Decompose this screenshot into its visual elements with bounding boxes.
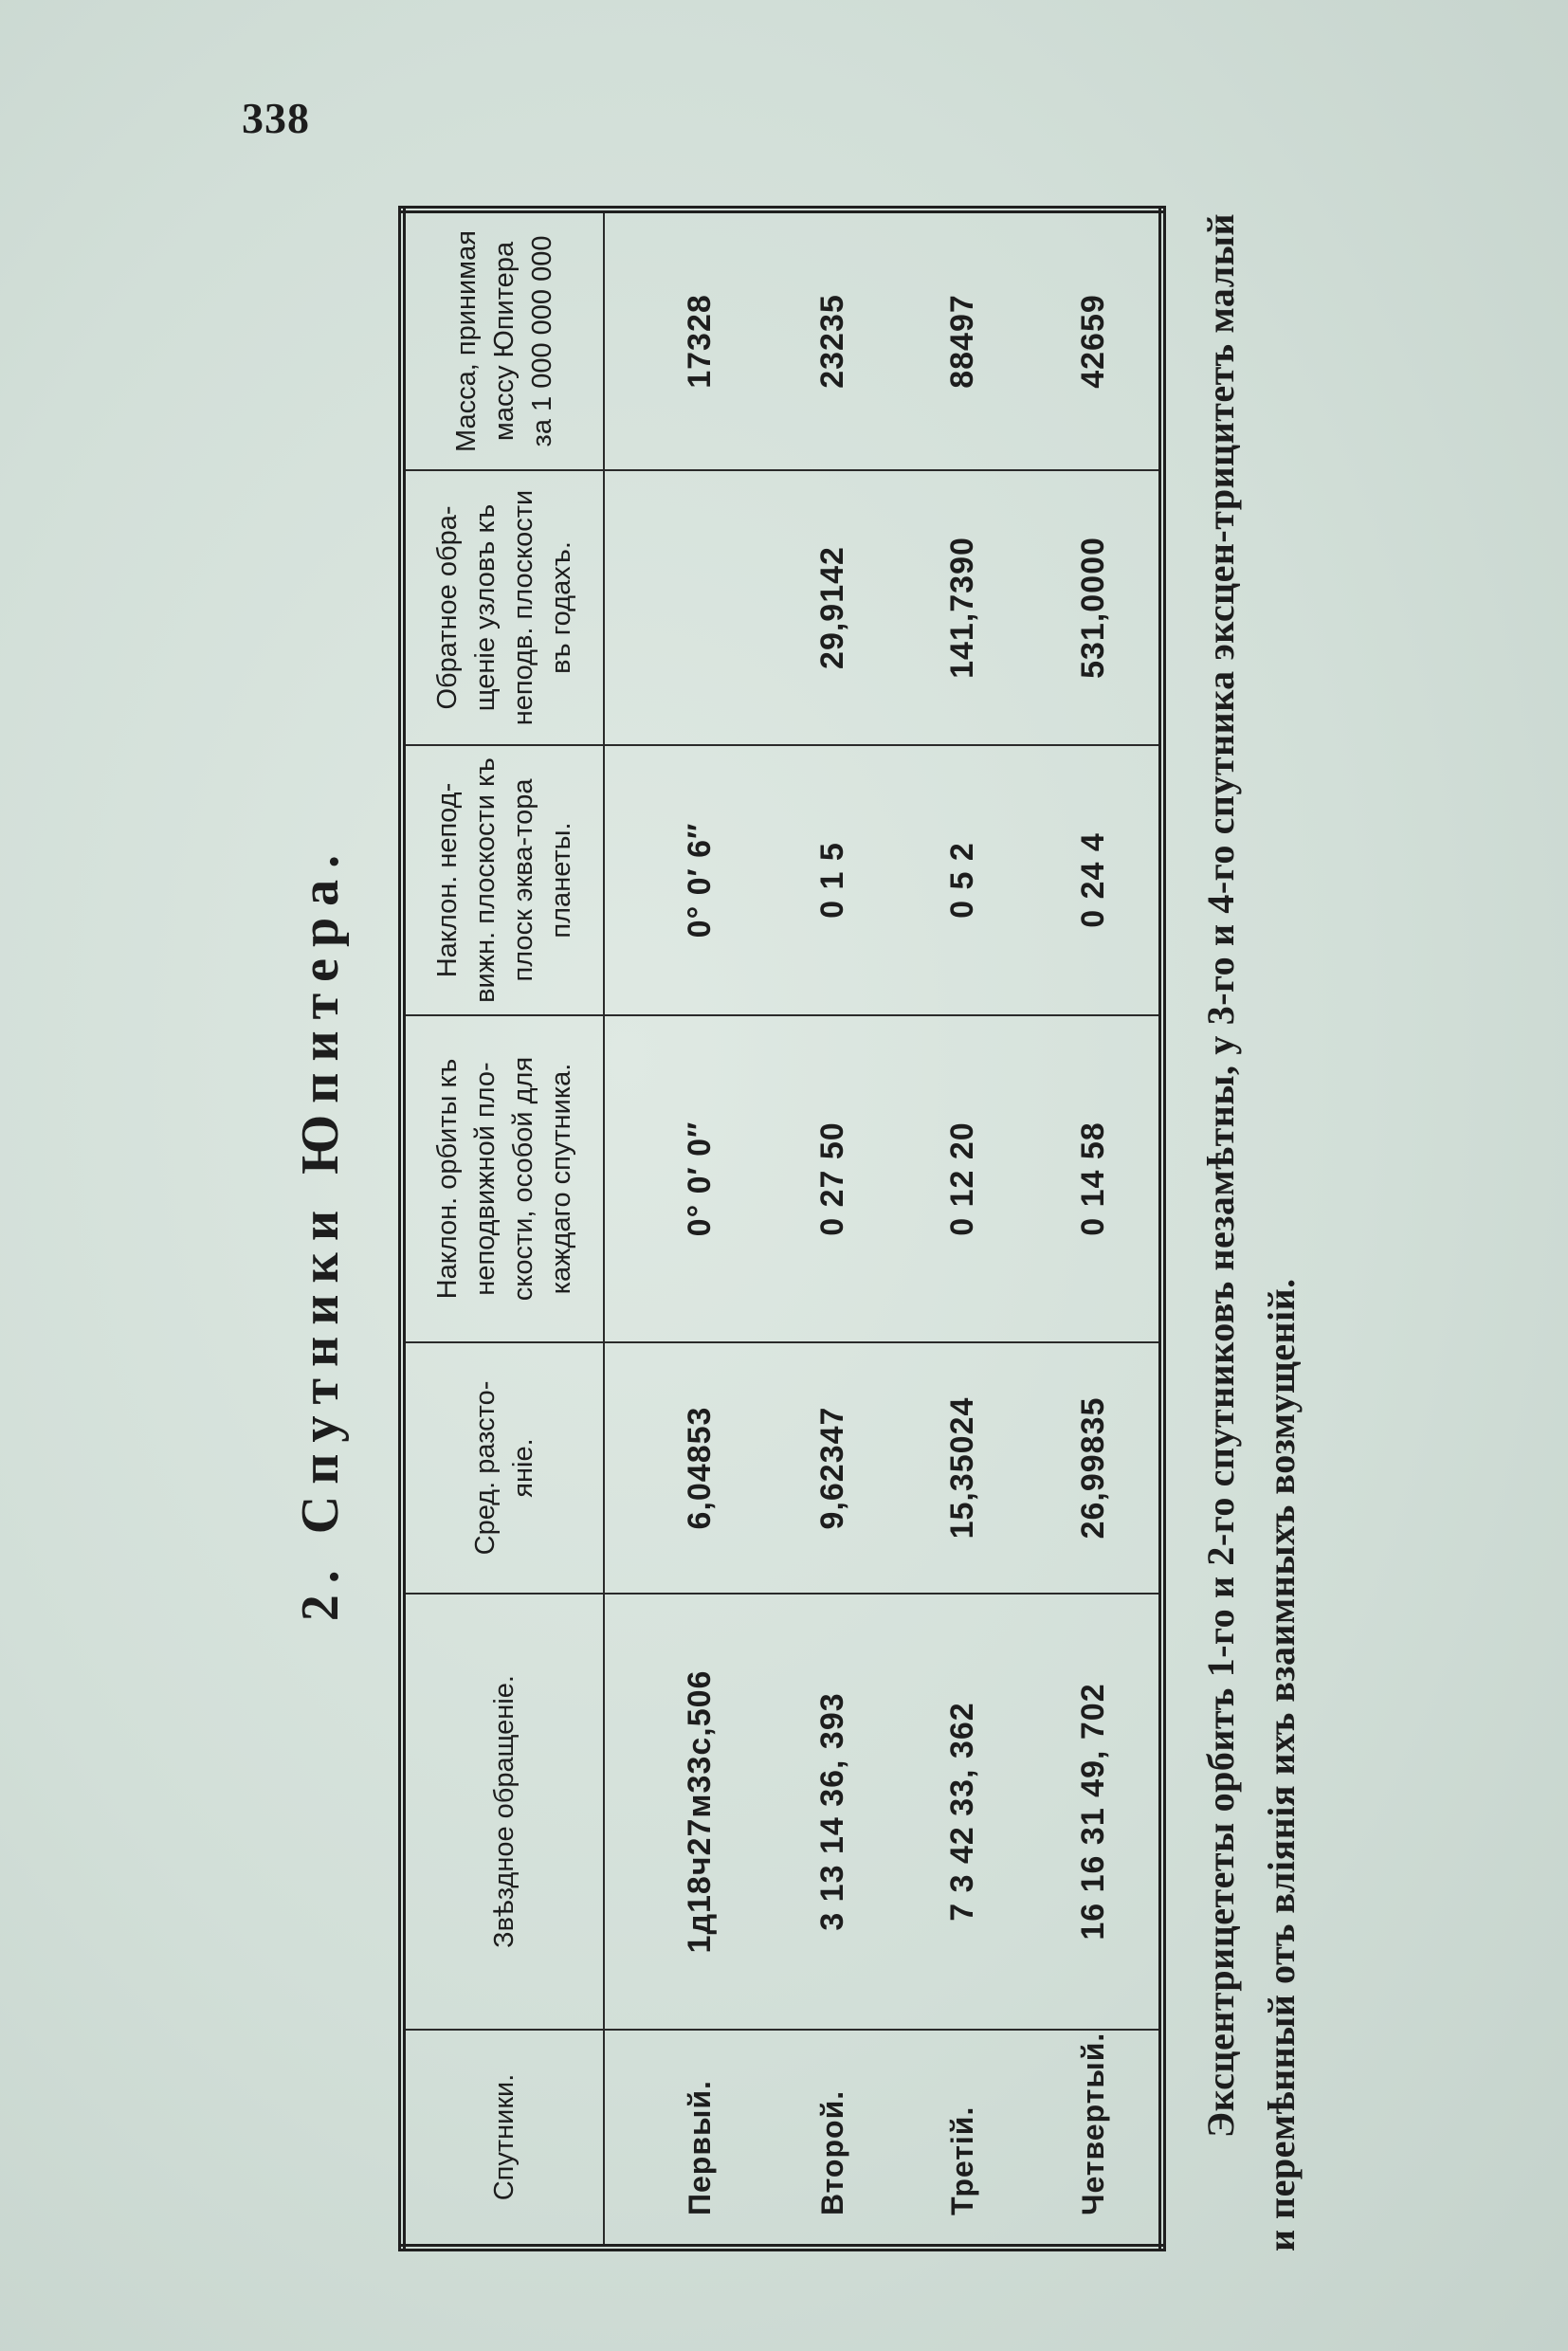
plane-inclination: 0° 0′ 6″ xyxy=(604,745,769,1015)
mean-distance: 26,99835 xyxy=(1028,1342,1162,1594)
table-row xyxy=(1028,210,1162,2248)
orbit-inclination: 0 14 58 xyxy=(1028,1015,1162,1342)
footer-text: Эксцентрицететы орбитъ 1-го и 2-го спутниковъ незамѣтны, у 3-го и 4-го спутника эксцен-трицитетъ малый и перемѣнный отъ вліянія ихъ взаимныхъ возмущеній. xyxy=(1199,213,1303,2251)
header-plane-inclination: Наклон. непод-вижн. плоскости къ плоск эква-тора планеты. xyxy=(402,745,604,1015)
table-row xyxy=(898,210,1028,2248)
satellite-mass: 23235 xyxy=(769,210,899,470)
header-mean-distance: Сред. разсто-яніе. xyxy=(402,1342,604,1594)
plane-inclination: 0 5 2 xyxy=(898,745,1028,1015)
mean-distance: 6,04853 xyxy=(604,1342,769,1594)
footer-note xyxy=(1191,213,1312,2251)
header-satellites: Спутники. xyxy=(402,2030,604,2248)
sidereal-period: 3 13 14 36, 393 xyxy=(769,1594,899,2030)
header-orbit-inclination: Наклон. орбиты къ неподвижной пло-скости, особой для каждаго спутника. xyxy=(402,1015,604,1342)
table-row xyxy=(769,210,899,2248)
orbit-inclination: 0 12 20 xyxy=(898,1015,1028,1342)
sidereal-period: 7 3 42 33, 362 xyxy=(898,1594,1028,2030)
node-regression xyxy=(604,470,769,745)
node-regression: 531,0000 xyxy=(1028,470,1162,745)
header-mass: Масса, принимая массу Юпитера за 1 000 000 000 xyxy=(402,210,604,470)
sidereal-period: 1д18ч27м33с,506 xyxy=(604,1594,769,2030)
section-title: 2. Спутники Юпитера. xyxy=(291,843,350,1622)
satellite-mass: 17328 xyxy=(604,210,769,470)
sidereal-period: 16 16 31 49, 702 xyxy=(1028,1594,1162,2030)
orbit-inclination: 0° 0′ 0″ xyxy=(604,1015,769,1342)
satellite-name: Третій. xyxy=(898,2030,1028,2248)
satellites-table xyxy=(398,206,1166,2251)
table-header-row xyxy=(402,210,604,2248)
orbit-inclination: 0 27 50 xyxy=(769,1015,899,1342)
satellite-mass: 88497 xyxy=(898,210,1028,470)
table-row xyxy=(604,210,769,2248)
node-regression: 29,9142 xyxy=(769,470,899,745)
plane-inclination: 0 24 4 xyxy=(1028,745,1162,1015)
page-number: 338 xyxy=(242,94,310,142)
satellite-name: Первый. xyxy=(604,2030,769,2248)
plane-inclination: 0 1 5 xyxy=(769,745,899,1015)
satellite-name: Четвертый. xyxy=(1028,2030,1162,2248)
satellite-name: Второй. xyxy=(769,2030,899,2248)
mean-distance: 15,35024 xyxy=(898,1342,1028,1594)
mean-distance: 9,62347 xyxy=(769,1342,899,1594)
header-node-regression: Обратное обра-щеніе узловъ къ неподв. плоскости въ годахъ. xyxy=(402,470,604,745)
header-sidereal-period: Звѣздное обращеніе. xyxy=(402,1594,604,2030)
node-regression: 141,7390 xyxy=(898,470,1028,745)
rotated-page-content xyxy=(281,213,1399,2251)
satellite-mass: 42659 xyxy=(1028,210,1162,470)
